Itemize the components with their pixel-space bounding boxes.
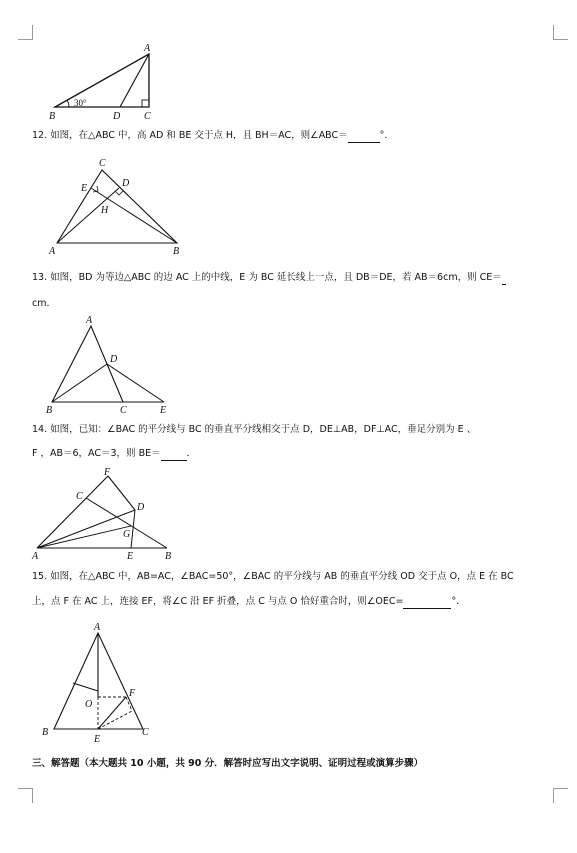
label-c: C: [99, 158, 106, 169]
problem-number: 12.: [32, 130, 48, 141]
figure-right-triangle-30deg: [40, 40, 170, 122]
problem-number: 13.: [32, 272, 48, 283]
angle-label: 30°: [74, 98, 87, 108]
problem-13-text: [32, 272, 506, 285]
label-a: A: [144, 43, 151, 54]
problem-14-text: [32, 424, 476, 436]
label-g: G: [123, 529, 131, 540]
label-d: D: [122, 178, 130, 189]
problem-12-text: [32, 130, 394, 143]
figure-problem-13: [42, 312, 177, 415]
label-b: B: [173, 246, 180, 257]
problem-statement-unit: cm．: [32, 298, 56, 309]
problem-statement-end: °．: [451, 596, 466, 607]
problem-statement-cont: F ，AB＝6，AC＝3，则 BE＝: [32, 448, 161, 459]
problem-statement-end: ．: [186, 448, 197, 459]
figure-problem-15: [38, 620, 168, 745]
label-d: D: [137, 502, 145, 513]
label-f: F: [104, 467, 111, 478]
problem-15-text: [32, 571, 514, 583]
problem-statement-end: °．: [379, 130, 394, 141]
problem-statement: 如图，已知：∠BAC 的平分线与 BC 的垂直平分线相交于点 D，DE⊥AB，DF⊥AC，垂足分别为 E 、: [50, 424, 477, 435]
label-h: H: [101, 205, 109, 216]
label-b: B: [49, 111, 56, 122]
problem-number: 15.: [32, 571, 48, 582]
label-c: C: [76, 491, 83, 502]
answer-blank: [161, 448, 187, 461]
label-a: A: [94, 622, 101, 633]
answer-blank: [502, 272, 506, 285]
crop-mark-bottom-right: [553, 788, 568, 803]
problem-statement: 如图，在△ABC 中，高 AD 和 BE 交于点 H，且 BH＝AC，则∠ABC＝: [50, 130, 348, 141]
problem-statement: 如图，BD 为等边△ABC 的边 AC 上的中线，E 为 BC 延长线上一点，且 DB＝DE，若 AB＝6cm，则 CE＝: [50, 272, 502, 283]
figure-problem-14: [30, 466, 180, 562]
label-d: D: [113, 111, 121, 122]
label-c: C: [142, 727, 149, 738]
answer-blank: [348, 130, 380, 143]
label-e: E: [81, 183, 88, 194]
problem-15-text-line2: [32, 596, 466, 609]
problem-statement-cont: 上，点 F 在 AC 上，连接 EF，将∠C 沿 EF 折叠，点 C 与点 O 恰好重合时，则∠OEC=: [32, 596, 404, 607]
label-o: O: [85, 699, 93, 710]
label-a: A: [86, 315, 93, 326]
problem-13-text-line2: [32, 298, 56, 310]
label-e: E: [127, 551, 134, 562]
problem-number: 14.: [32, 424, 48, 435]
crop-mark-top-right: [553, 25, 568, 40]
label-e: E: [94, 734, 101, 745]
label-a: A: [32, 551, 39, 562]
label-c: C: [144, 111, 151, 122]
label-b: B: [42, 727, 49, 738]
answer-blank: [403, 596, 451, 609]
label-b: B: [165, 551, 172, 562]
problem-statement: 如图，在△ABC 中，AB=AC，∠BAC=50°，∠BAC 的平分线与 AB 的垂直平分线 OD 交于点 O，点 E 在 BC: [50, 571, 514, 582]
crop-mark-bottom-left: [18, 788, 33, 803]
crop-mark-top-left: [18, 25, 33, 40]
label-e: E: [160, 405, 167, 415]
label-d: D: [110, 354, 118, 365]
section-heading: 三、解答题（本大题共 10 小题，共 90 分．解答时应写出文字说明、证明过程或演算步骤）: [32, 758, 424, 769]
label-b: B: [46, 405, 53, 415]
figure-problem-12: [45, 155, 190, 257]
label-a: A: [49, 246, 56, 257]
problem-14-text-line2: [32, 448, 196, 461]
label-c: C: [120, 405, 127, 415]
label-f: F: [129, 688, 136, 699]
